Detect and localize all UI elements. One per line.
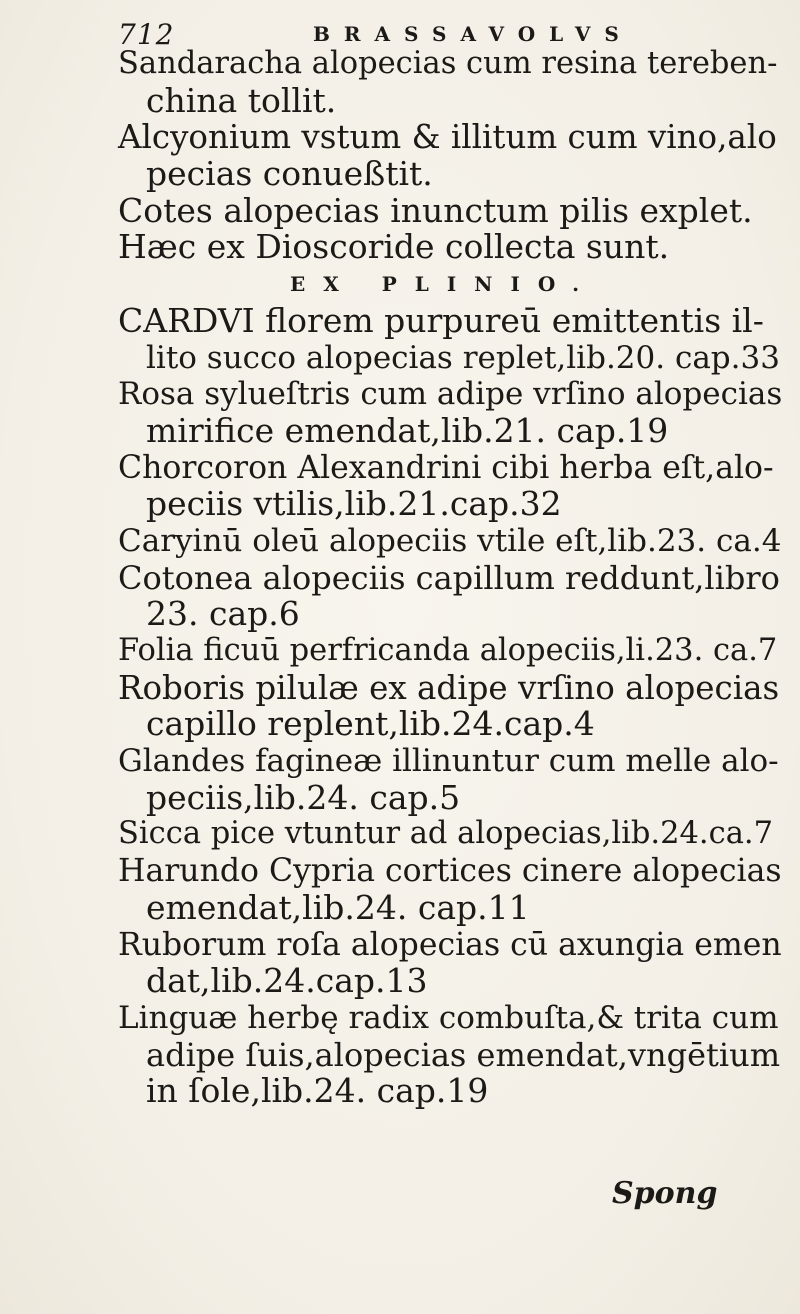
text-line: in ſole,lib.24. cap.19 bbox=[146, 1071, 489, 1111]
text-line: Cotonea alopeciis capillum reddunt,libro bbox=[118, 558, 780, 597]
body-text bbox=[118, 46, 788, 1110]
section-heading: EX PLINIO. bbox=[290, 272, 598, 297]
page-number: 712 bbox=[118, 18, 175, 51]
text-line: Glandes fagineæ illinuntur cum melle alo- bbox=[118, 743, 779, 780]
text-line: 23. cap.6 bbox=[146, 594, 300, 634]
text-line: china tollit. bbox=[146, 80, 337, 120]
text-line: adipe ſuis,alopecias emendat,vngētium bbox=[146, 1035, 781, 1074]
running-head: BRASSAVOLVS bbox=[313, 22, 633, 46]
text-line: Roboris pilulæ ex adipe vrſino alopecias bbox=[118, 668, 780, 707]
text-line: lito succo alopecias replet,lib.20. cap.33 bbox=[146, 339, 780, 376]
text-line: Alcyonium vstum & illitum cum vino,alo bbox=[118, 118, 777, 157]
catchword: Spong bbox=[612, 1176, 718, 1211]
text-line: Folia ficuū perfricanda alopeciis,li.23. ca.7 bbox=[118, 633, 778, 668]
text-line: Chorcoron Alexandrini cibi herba eſt,alo- bbox=[118, 449, 774, 486]
text-line: Hæc ex Dioscoride collecta sunt. bbox=[118, 227, 670, 267]
text-line: Caryinū oleū alopeciis vtile eſt,lib.23. ca.4 bbox=[118, 522, 782, 559]
text-line: mirifice emendat,lib.21. cap.19 bbox=[146, 410, 669, 450]
text-line: peciis vtilis,lib.21.cap.32 bbox=[146, 484, 562, 524]
text-line: Harundo Cypria cortices cinere alopecias bbox=[118, 853, 782, 890]
text-line: Rosa sylueſtris cum adipe vrſino alopecias bbox=[118, 376, 783, 413]
text-line: CARDVI florem purpureū emittentis il- bbox=[118, 300, 764, 340]
text-line: emendat,lib.24. cap.11 bbox=[146, 887, 530, 927]
text-line: Sicca pice vtuntur ad alopecias,lib.24.ca.7 bbox=[118, 816, 773, 852]
text-line: Sandaracha alopecias cum resina tereben- bbox=[118, 46, 778, 81]
text-line: peciis,lib.24. cap.5 bbox=[146, 777, 461, 817]
text-line: dat,lib.24.cap.13 bbox=[146, 961, 428, 1001]
text-line: pecias conueßtit. bbox=[146, 154, 433, 194]
text-line: Linguæ herbę radix combuſta,& trita cum bbox=[118, 999, 779, 1036]
text-line: Cotes alopecias inunctum pilis explet. bbox=[118, 190, 753, 230]
text-line: Ruborum roſa alopecias cū axungia emen bbox=[118, 926, 782, 963]
text-line: capillo replent,lib.24.cap.4 bbox=[146, 704, 595, 744]
